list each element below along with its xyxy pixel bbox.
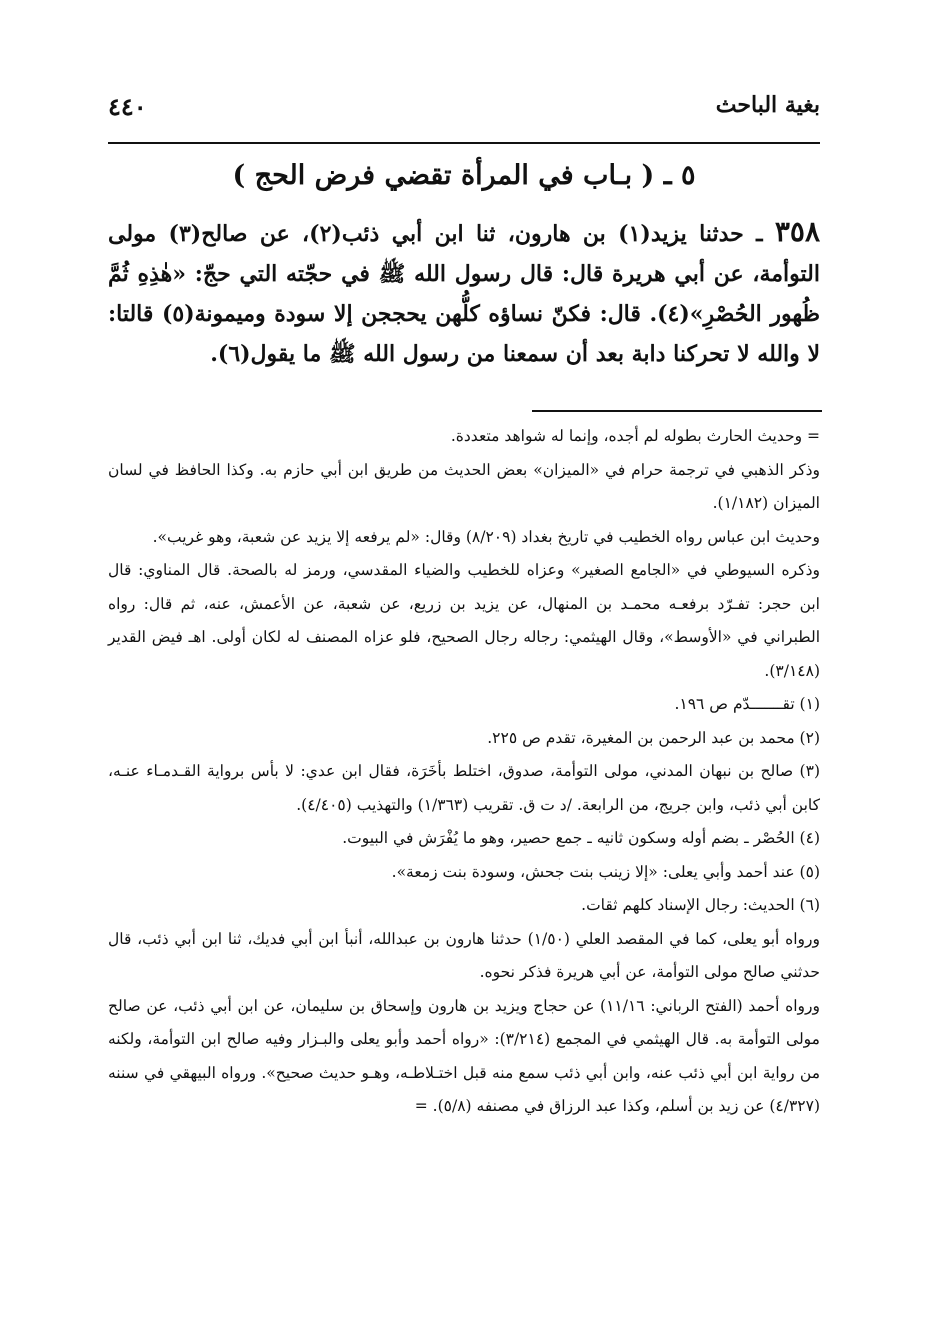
footnote-paragraph: ورواه أبو يعلى، كما في المقصد العلي (١/٥٠) حدثنا هارون بن عبدالله، أنبأ ابن أبي فديك، ثنا ابن أبي ذئب، قال حدثني صالح مولى التوأمة، عن أبي هريرة فذكر نحوه. — [108, 929, 821, 981]
footnote-paragraph: = وحديث الحارث بطوله لم أجده، وإنما له شواهد متعددة. — [450, 427, 820, 445]
footnote-2: (٢) محمد بن عبد الرحمن بن المغيرة، تقدم ص ٢٢٥. — [487, 728, 820, 747]
page-number: ٤٤٠ — [108, 92, 147, 121]
footnote-divider — [532, 410, 822, 412]
hadith-number: ٣٥٨ — [774, 215, 820, 248]
footnotes — [108, 420, 820, 1124]
footnote-paragraph: ورواه أحمد (الفتح الرباني: ١١/١٦) عن حجاج ويزيد بن هارون وإسحاق بن سليمان، عن ابن أبي ذئب، عن صالح مولى التوأمة به. قال الهيثمي في المجمع (٣/٢١٤): «رواه أحمد وأبو يعلى والبـزار وفيه صالح ابن التوأمة، ولكنه من رواية ابن أبي ذئب عنه، وابن أبي ذئب سمع منه قبل اختـلاطـه، وهـو حديث صحيح». ورواه البيهقي في سننه (٤/٣٢٧) عن زيد بن أسلم، وكذا عبد الرزاق في مصنفه (٥/٨). = — [108, 996, 820, 1115]
footnote-1: (١) تقـــــــدّم ص ١٩٦. — [674, 695, 820, 713]
header-divider — [108, 142, 820, 144]
hadith-text-block — [108, 212, 820, 374]
footnote-5: (٥) عند أحمد وأبي يعلى: «إلا زينب بنت جحش، وسودة بنت زمعة». — [391, 862, 820, 881]
footnote-6: (٦) الحديث: رجال الإسناد كلهم ثقات. — [581, 896, 820, 914]
footnote-3: (٣) صالح بن نبهان المدني، مولى التوأمة، صدوق، اختلط بأخَرَة، فقال ابن عدي: لا بأس برواية القـدمـاء عنـه، كابن أبي ذئب، وابن جريج، من الرابعة. /د ت ق. تقريب (١/٣٦٣) والتهذيب (٤/٤٠٥). — [108, 762, 820, 814]
running-title: بغية الباحث — [715, 92, 820, 118]
footnote-paragraph: وذكر الذهبي في ترجمة حرام في «الميزان» بعض الحديث من طريق ابن أبي حازم به. وكذا الحافظ في لسان الميزان (١/١٨٢). — [108, 460, 820, 512]
chapter-title: ٥ ـ ( بـاب في المرأة تقضي فرض الحج ) — [232, 160, 696, 191]
footnote-paragraph: وحديث ابن عباس رواه الخطيب في تاريخ بغداد (٨/٢٠٩) وقال: «لم يرفعه إلا يزيد عن شعبة، وهو غريب». — [152, 527, 820, 546]
footnote-paragraph: وذكره السيوطي في «الجامع الصغير» وعزاه للخطيب والضياء المقدسي، ورمز له بالصحة. قال المناوي: قال ابن حجر: تفـرّد برفعـه محمـد بن المنهال، عن يزيد بن زريع، عن شعبة، عن الأعمش، عنه، ثم قال: رواه الطبراني في «الأوسط»، وقال الهيثمي: رجاله رجال الصحيح، فلو عزاه المصنف له لكان أولى. اهـ فيض القدير (٣/١٤٨). — [108, 561, 820, 680]
footnote-4: (٤) الحُصْر ـ بضم أوله وسكون ثانيه ـ جمع حصير، وهو ما يُفْرَش في البيوت. — [342, 829, 820, 847]
page-header — [108, 92, 820, 132]
hadith-body: ـ حدثنا يزيد(١) بن هارون، ثنا ابن أبي ذئب(٢)، عن صالح(٣) مولى التوأمة، عن أبي هريرة قال: قال رسول الله ﷺ في حجّته التي حجّ: «هٰذِهِ ثُمَّ ظُهور الحُصْرِ»(٤). قال: فكنّ نساؤه كلُّهن يحججن إلا سودة وميمونة(٥) قالتا: لا والله لا تحركنا دابة بعد أن سمعنا من رسول الله ﷺ ما يقول(٦). — [108, 221, 820, 367]
